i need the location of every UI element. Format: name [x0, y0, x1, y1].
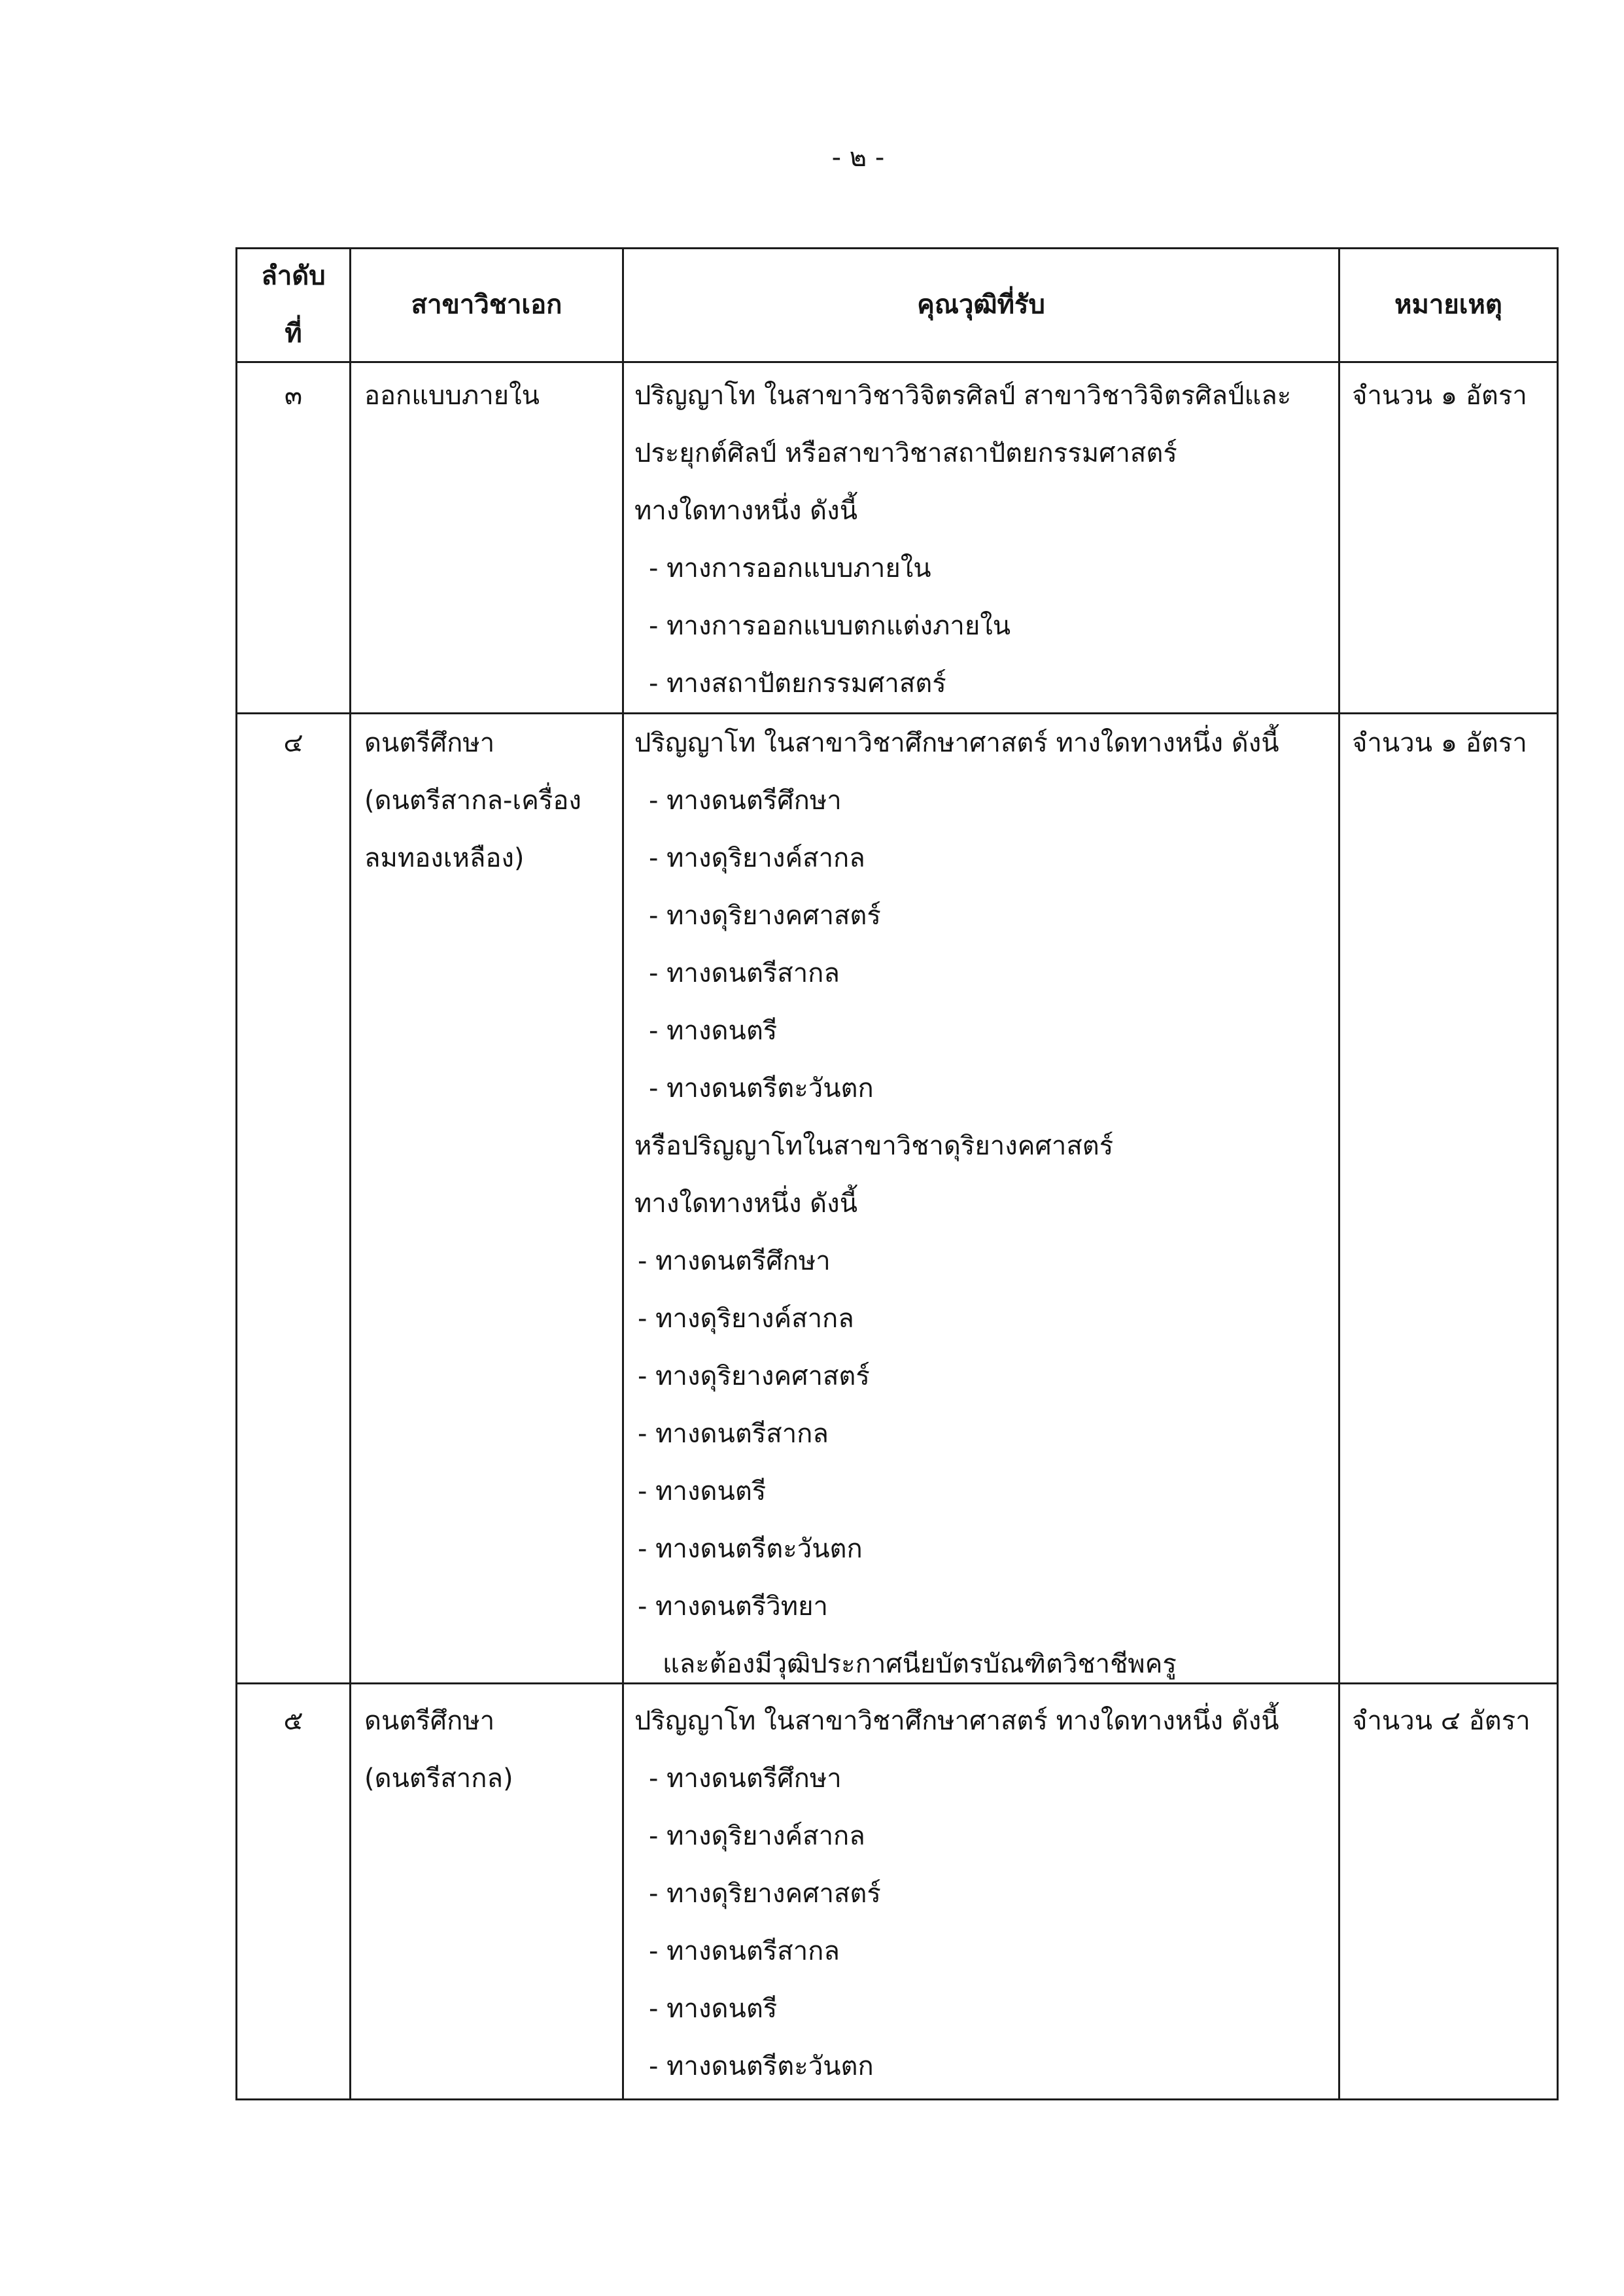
qualification-text-line: หรือปริญญาโทในสาขาวิชาดุริยางคศาสตร์ [634, 1131, 1114, 1161]
qualifications-cell [624, 1684, 1338, 2098]
qualification-list-item: - ทางดุริยางคศาสตร์ [649, 901, 881, 931]
qualifications-cell [624, 363, 1338, 712]
qualification-text-line: ปริญญาโท ในสาขาวิชาศึกษาศาสตร์ ทางใดทางหนึ่ง ดังนี้ [634, 1706, 1279, 1736]
qualification-list-item: - ทางดนตรี [638, 1476, 767, 1506]
major-line: (ดนตรีสากล-เครื่อง [364, 786, 581, 816]
major-cell [351, 1684, 622, 2098]
qualification-text-line: ปริญญาโท ในสาขาวิชาวิจิตรศิลป์ สาขาวิชาวิจิตรศิลป์และ [634, 381, 1292, 411]
qualification-list-item: - ทางการออกแบบภายใน [649, 553, 931, 583]
qualification-list-item: - ทางดนตรีตะวันตก [649, 1073, 874, 1104]
qualification-list-item: - ทางดนตรีตะวันตก [638, 1534, 863, 1564]
major-line: ลมทองเหลือง) [364, 843, 525, 873]
major-line: (ดนตรีสากล) [364, 1764, 513, 1794]
header-major-label: สาขาวิชาเอก [411, 290, 562, 320]
qualification-text-line: ทางใดทางหนึ่ง ดังนี้ [634, 496, 858, 526]
qualification-text-line: ประยุกต์ศิลป์ หรือสาขาวิชาสถาปัตยกรรมศาสตร์ [634, 438, 1177, 468]
header-cell-major [351, 249, 622, 361]
header-qualifications-label: คุณวุฒิที่รับ [917, 290, 1045, 320]
row-number-cell [237, 363, 349, 712]
note-cell [1340, 363, 1557, 712]
major-cell [351, 714, 622, 1682]
table-border-bottom [235, 2098, 1559, 2100]
row-number-cell [237, 1684, 349, 2098]
qualification-list-item: - ทางดนตรี [649, 1016, 778, 1046]
row-number: ๔ [283, 728, 303, 758]
qualification-text-line: ทางใดทางหนึ่ง ดังนี้ [634, 1189, 858, 1219]
qualification-list-item: - ทางดุริยางค์สากล [649, 1821, 865, 1851]
header-note-label: หมายเหตุ [1394, 290, 1502, 320]
header-number-label: ลำดับ [261, 261, 326, 291]
header-cell-note [1340, 249, 1557, 361]
header-cell-qualifications [624, 249, 1338, 361]
row-number: ๕ [283, 1706, 303, 1736]
qualification-requirement-line: และต้องมีวุฒิประกาศนียบัตรบัณฑิตวิชาชีพครู [663, 1649, 1177, 1679]
major-line: ออกแบบภายใน [364, 381, 540, 411]
qualification-list-item: - ทางดนตรีตะวันตก [649, 2051, 874, 2081]
qualification-list-item: - ทางดนตรีสากล [649, 958, 840, 988]
table-border-right [1557, 247, 1559, 2100]
qualification-list-item: - ทางสถาปัตยกรรมศาสตร์ [649, 669, 946, 699]
note-text: จำนวน ๔ อัตรา [1352, 1706, 1530, 1736]
row-number-cell [237, 714, 349, 1682]
qualification-list-item: - ทางดนตรีศึกษา [649, 1764, 842, 1794]
note-text: จำนวน ๑ อัตรา [1352, 381, 1527, 411]
row-number: ๓ [284, 381, 303, 411]
qualification-list-item: - ทางดนตรีศึกษา [649, 786, 842, 816]
qualification-list-item: - ทางดุริยางค์สากล [638, 1304, 854, 1334]
major-line: ดนตรีศึกษา [364, 728, 495, 758]
qualification-list-item: - ทางดุริยางคศาสตร์ [649, 1879, 881, 1909]
header-number-label: ที่ [285, 319, 302, 349]
note-cell [1340, 1684, 1557, 2098]
header-cell-number [237, 249, 349, 361]
qualification-list-item: - ทางการออกแบบตกแต่งภายใน [649, 611, 1011, 641]
note-text: จำนวน ๑ อัตรา [1352, 728, 1527, 758]
qualification-list-item: - ทางดนตรีสากล [638, 1419, 829, 1449]
qualification-list-item: - ทางดนตรีสากล [649, 1936, 840, 1966]
page-number: - ๒ - [831, 143, 885, 173]
major-cell [351, 363, 622, 712]
qualification-text-line: ปริญญาโท ในสาขาวิชาศึกษาศาสตร์ ทางใดทางหนึ่ง ดังนี้ [634, 728, 1279, 758]
note-cell [1340, 714, 1557, 1682]
qualifications-cell [624, 714, 1338, 1682]
qualification-list-item: - ทางดุริยางคศาสตร์ [638, 1361, 870, 1391]
qualification-list-item: - ทางดนตรีศึกษา [638, 1246, 831, 1276]
qualification-list-item: - ทางดนตรีวิทยา [638, 1592, 829, 1622]
qualification-list-item: - ทางดุริยางค์สากล [649, 843, 865, 873]
major-line: ดนตรีศึกษา [364, 1706, 495, 1736]
qualification-list-item: - ทางดนตรี [649, 1994, 778, 2024]
